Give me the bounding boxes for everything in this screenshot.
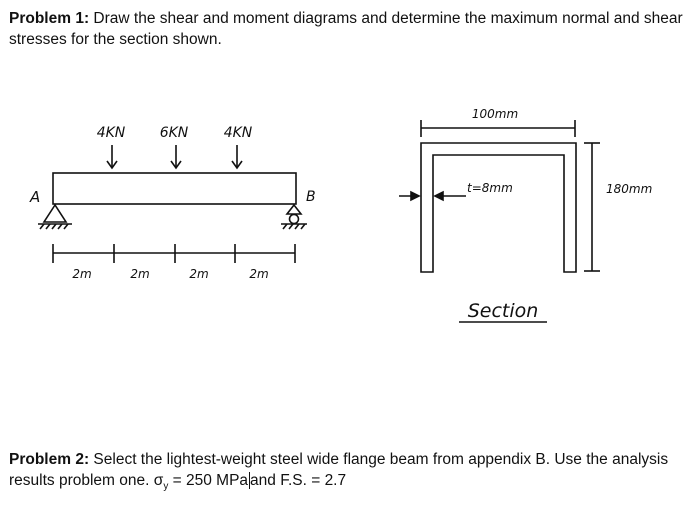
sigma-subscript: y: [163, 481, 169, 493]
thickness-arrow-left: [399, 192, 419, 200]
span-label-1: 2m: [72, 267, 92, 281]
load-label-3: 4KN: [223, 125, 253, 141]
sigma-symbol: σ: [153, 472, 164, 489]
section-caption: Section: [467, 300, 539, 322]
problem-1-label: Problem 1:: [9, 10, 90, 27]
roller-support-b: [281, 205, 307, 229]
span-label-4: 2m: [249, 267, 269, 281]
pin-support-a: [38, 205, 72, 229]
yield-stress-value: = 250 MPa: [168, 472, 249, 489]
section-thickness-label: t=8mm: [467, 181, 513, 195]
support-b-label: B: [306, 189, 316, 205]
cross-section-diagram: [399, 107, 652, 322]
problem-2-label: Problem 2:: [9, 451, 90, 468]
problem-1-body: Draw the shear and moment diagrams and determine the maximum normal and shear stresses for the section shown.: [9, 10, 683, 48]
span-label-2: 2m: [130, 267, 150, 281]
beam-diagram: [29, 125, 316, 281]
span-label-3: 2m: [189, 267, 209, 281]
load-arrow-3: [232, 145, 242, 168]
span-dimension-line: [53, 244, 295, 263]
section-height-label: 180mm: [606, 182, 653, 196]
load-label-2: 6KN: [159, 125, 189, 141]
problem-2-text: [9, 449, 689, 497]
problem-2-body: Select the lightest-weight steel wide flange beam from appendix B. Use the analysis results problem one.: [9, 451, 669, 489]
safety-factor-text: and F.S. = 2.7: [250, 472, 347, 489]
channel-section-outline: [421, 143, 576, 272]
load-arrow-1: [107, 145, 117, 168]
load-arrow-2: [171, 145, 181, 168]
section-height-dimension: [584, 143, 600, 271]
beam: [53, 173, 296, 204]
load-label-1: 4KN: [96, 125, 126, 141]
support-a-label: A: [30, 188, 41, 206]
section-width-dimension: [421, 120, 575, 137]
thickness-arrow-right: [435, 192, 466, 200]
section-width-label: 100mm: [471, 107, 519, 121]
